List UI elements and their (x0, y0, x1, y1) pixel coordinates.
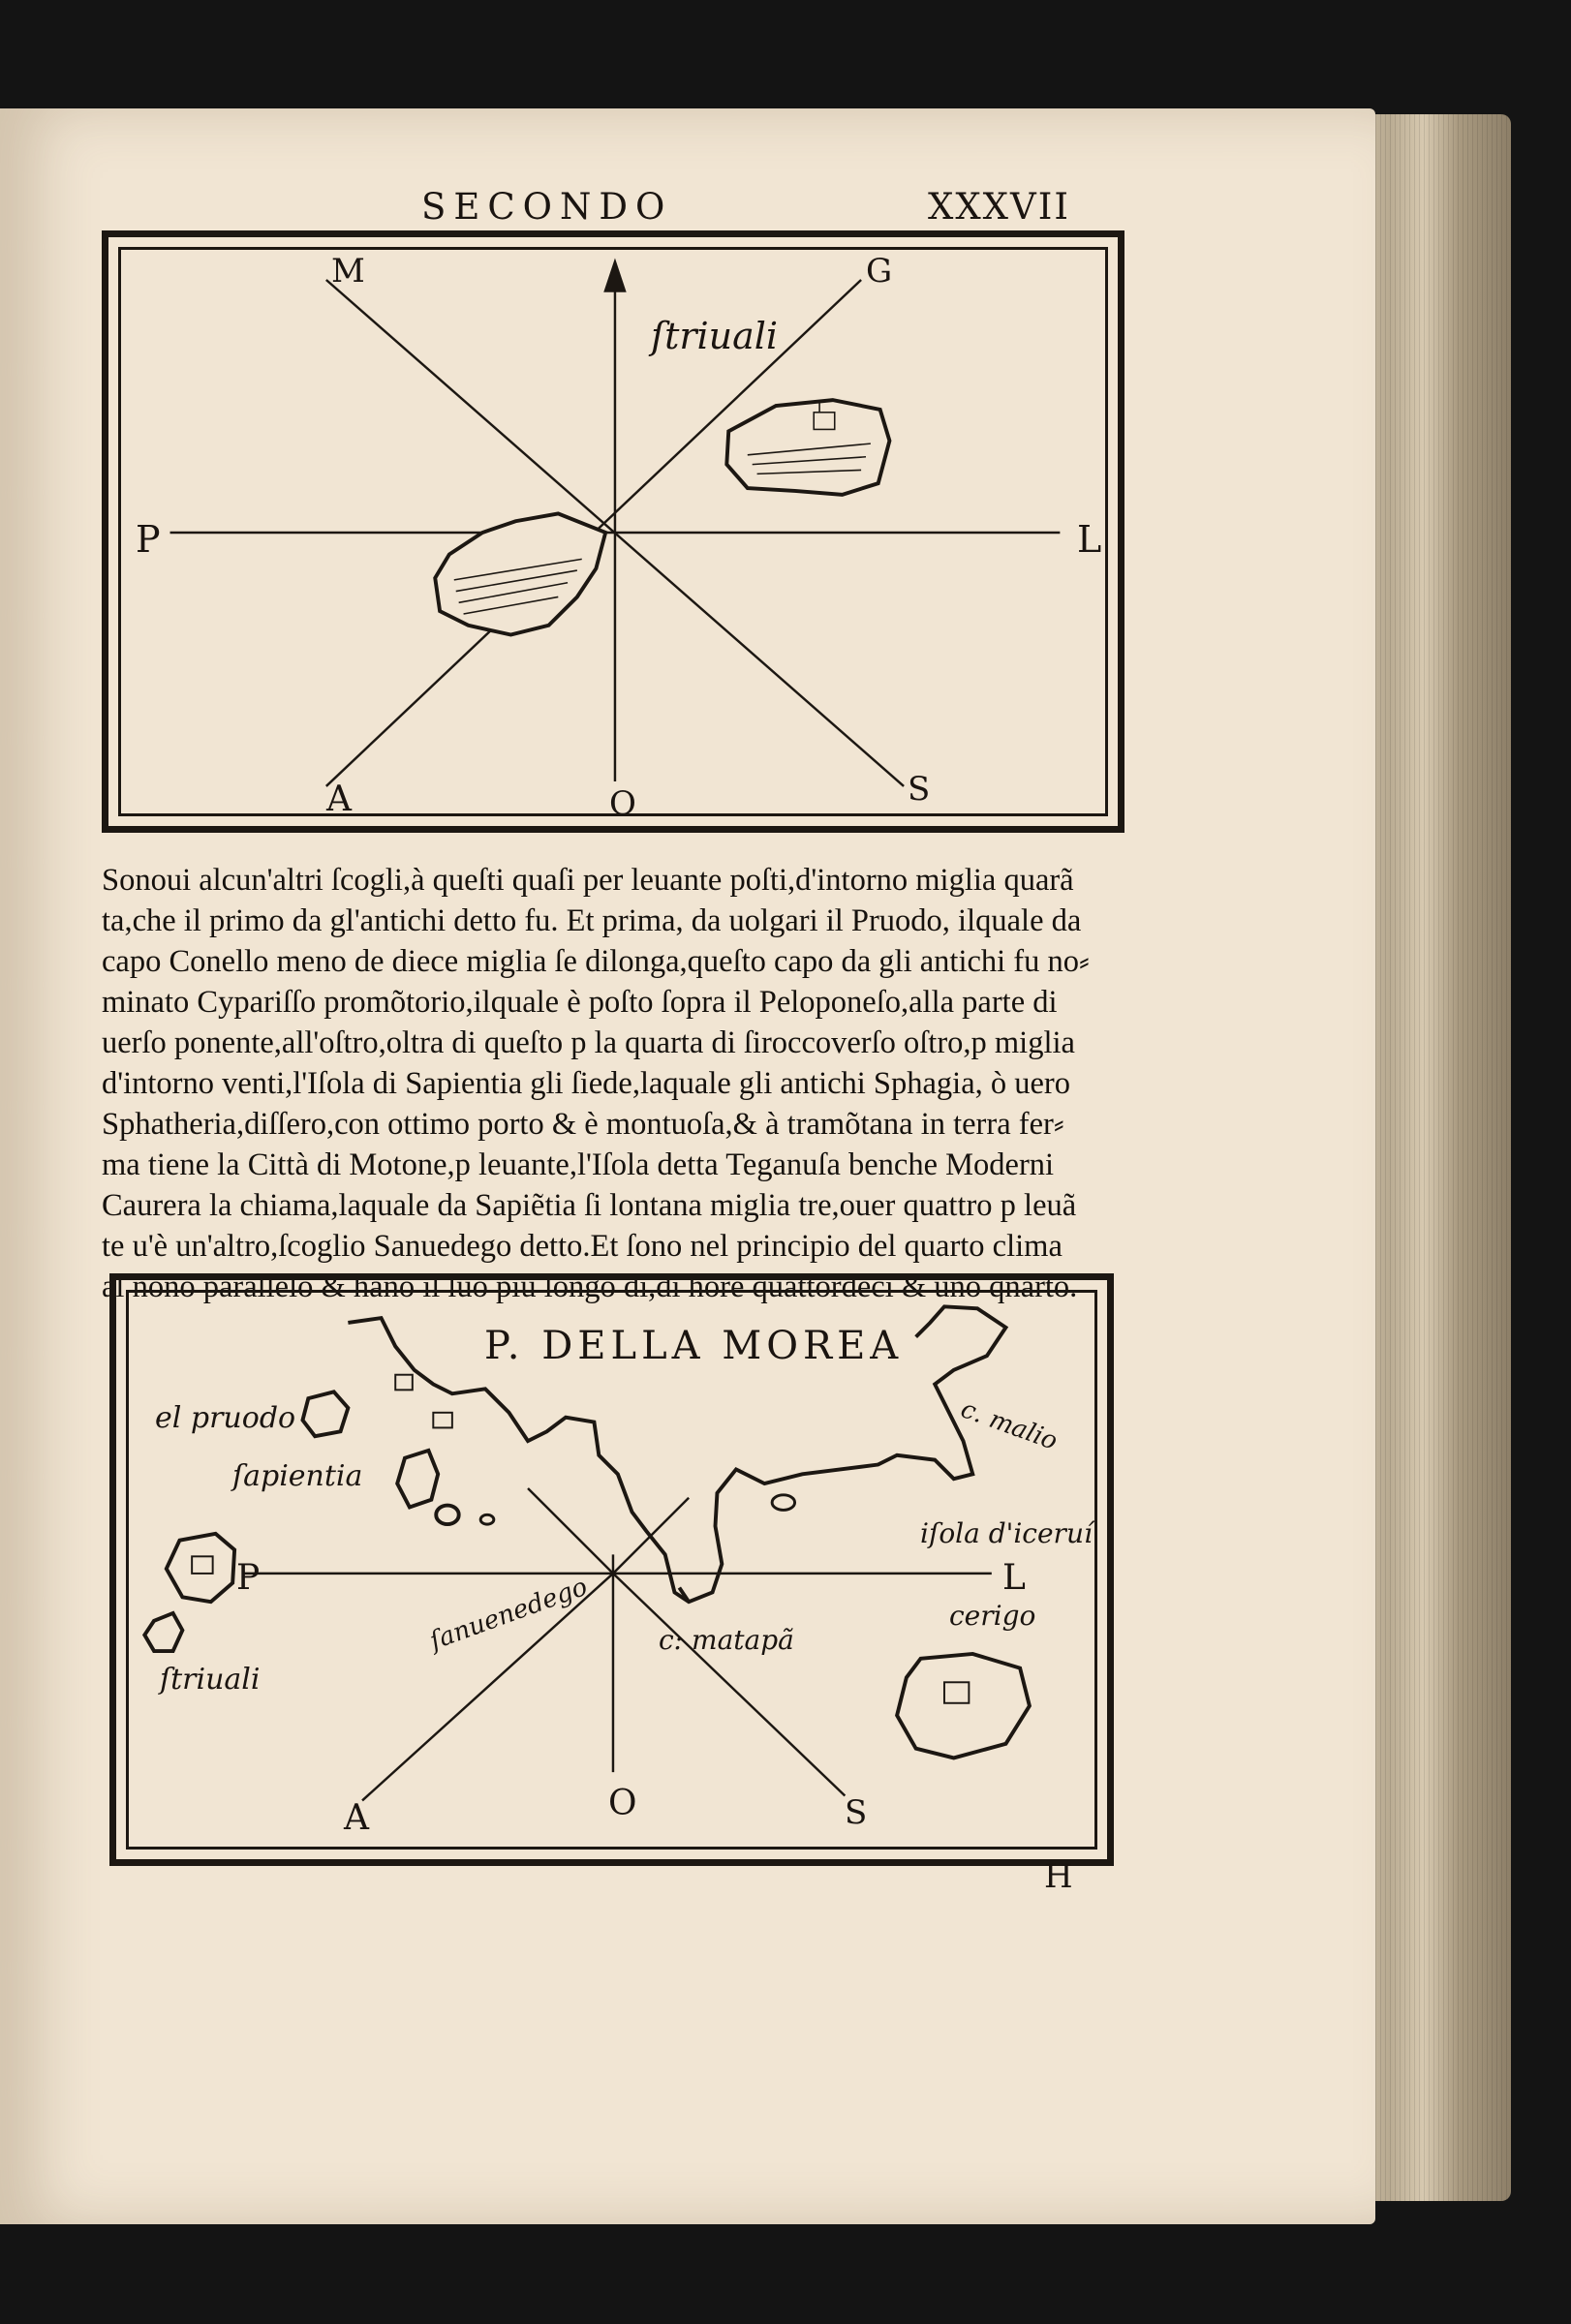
label-sapientia: ſapientia (232, 1459, 363, 1493)
text-line: Caurera la chiama,laquale da Sapiẽtia ſi lontana miglia tre,ouer quattro p leuã (102, 1188, 1077, 1223)
wind-letter-north-east: G (866, 252, 893, 290)
text-line: d'intorno venti,l'Iſola di Sapientia gli ſiede,laquale gli antichi Sphagia, ò uero (102, 1066, 1071, 1101)
label-striuali: ſtriuali (160, 1663, 261, 1697)
running-head: SECONDO (421, 186, 673, 228)
label-malio: c. malio (956, 1394, 1062, 1456)
text-line: capo Conello meno de diece miglia ſe dilonga,queſto capo da gli antichi fu no⸗ (102, 944, 1090, 979)
text-line: Sphatheria,diſſero,con ottimo porto & è montuoſa,& à tramõtana in terra fer⸗ (102, 1107, 1064, 1142)
folio-number: XXXVII (928, 186, 1070, 228)
island-label-striuali: ſtriuali (651, 315, 779, 357)
text-line: minato Cypariſſo promõtorio,ilquale è poſto ſopra il Peloponeſo,alla parte di (102, 985, 1058, 1020)
wind-letter-east: L (1077, 518, 1102, 561)
signature-mark: H (1044, 1857, 1073, 1896)
body-text (102, 860, 1138, 1307)
label-matapa: c: matapã (659, 1624, 794, 1656)
wind-letter-south-west: A (344, 1798, 369, 1838)
text-line: te u'è un'altro,ſcoglio Sanuedego detto.Et ſono nel principio del quarto clima (102, 1229, 1063, 1264)
label-sanuenedego: ſanuenedego (426, 1572, 592, 1657)
wind-letter-east: L (1002, 1558, 1026, 1598)
text-line: ta,che il primo da gl'antichi detto fu. Et prima, da uolgari il Pruodo, ilquale da (102, 903, 1082, 938)
wind-letter-south-east: S (845, 1793, 868, 1832)
wind-letter-south-west: A (326, 780, 352, 819)
wind-letter-south: O (608, 1784, 637, 1823)
wind-letter-south: O (609, 784, 636, 823)
wind-letter-north-west: M (331, 252, 365, 290)
map-striuali (102, 230, 1124, 833)
text-line: uerſo ponente,all'oſtro,oltra di queſto p la quarta di ſiroccoverſo oſtro,p miglia (102, 1025, 1075, 1060)
text-line: ma tiene la Città di Motone,p leuante,l'Iſola detta Teganuſa benche Moderni (102, 1147, 1055, 1182)
label-cerigo: cerigo (949, 1600, 1036, 1632)
map-della-morea (109, 1273, 1114, 1866)
text-line: al nono parallelo & hãno il ſuo piu longo di,di hore quattordeci & uno qnarto. (102, 1269, 1078, 1304)
wind-rose-top (108, 237, 1118, 826)
label-pruodo: el pruodo (155, 1401, 296, 1435)
wind-letter-west: P (136, 518, 161, 561)
wind-letter-west: P (236, 1558, 261, 1598)
wind-letter-south-east: S (908, 770, 931, 809)
map-title: P. DELLA MOREA (484, 1324, 904, 1368)
label-cerui: iſola d'iceruí (920, 1517, 1093, 1549)
text-line: Sonoui alcun'altri ſcogli,à queſti quaſi per leuante poſti,d'intorno miglia quarã (102, 863, 1074, 898)
